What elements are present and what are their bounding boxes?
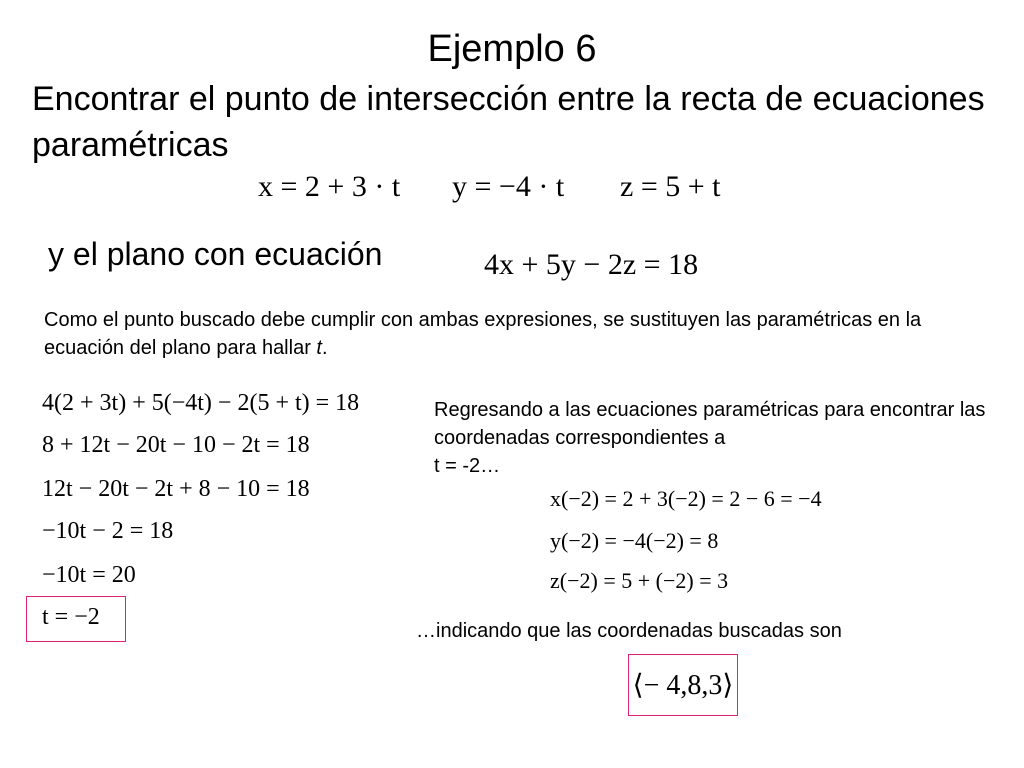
- parametric-z-equation: z = 5 + t: [620, 170, 721, 203]
- plane-label: y el plano con ecuación: [48, 236, 383, 272]
- parametric-y-equation: y = −4 · t: [452, 170, 565, 203]
- explanation-variable: t: [316, 337, 322, 359]
- solution-step-1: 4(2 + 3t) + 5(−4t) − 2(5 + t) = 18: [42, 390, 360, 416]
- explanation-end: .: [321, 337, 328, 359]
- solution-step-6: t = −2: [42, 604, 100, 630]
- explanation-paragraph: [44, 306, 984, 362]
- solution-step-2: 8 + 12t − 20t − 10 − 2t = 18: [42, 432, 310, 458]
- substitution-z: z(−2) = 5 + (−2) = 3: [550, 568, 729, 593]
- plane-equation: 4x + 5y − 2z = 18: [484, 248, 699, 281]
- solution-step-5: −10t = 20: [42, 562, 136, 588]
- answer-box: [628, 654, 738, 716]
- return-value: t = -2…: [434, 455, 501, 477]
- conclusion-text: …indicando que las coordenadas buscadas son: [416, 620, 842, 642]
- substitution-x: x(−2) = 2 + 3(−2) = 2 − 6 = −4: [550, 486, 822, 511]
- substitution-y: y(−2) = −4(−2) = 8: [550, 528, 719, 553]
- solution-step-3: 12t − 20t − 2t + 8 − 10 = 18: [42, 476, 310, 502]
- explanation-text: Como el punto buscado debe cumplir con ambas expresiones, se sustituyen las paramétricas en la ecuación del plano para hallar: [44, 309, 922, 359]
- return-text: Regresando a las ecuaciones paramétricas para encontrar las coordenadas correspondientes a: [434, 399, 986, 449]
- parametric-x-equation: x = 2 + 3 · t: [258, 170, 401, 203]
- page-title: Ejemplo 6: [427, 28, 597, 70]
- return-paragraph: [434, 396, 1004, 480]
- solution-step-4: −10t − 2 = 18: [42, 518, 174, 544]
- answer-vector: ⟨− 4,8,3⟩: [632, 670, 734, 701]
- problem-statement: Encontrar el punto de intersección entre la recta de ecuaciones paramétricas: [32, 80, 985, 164]
